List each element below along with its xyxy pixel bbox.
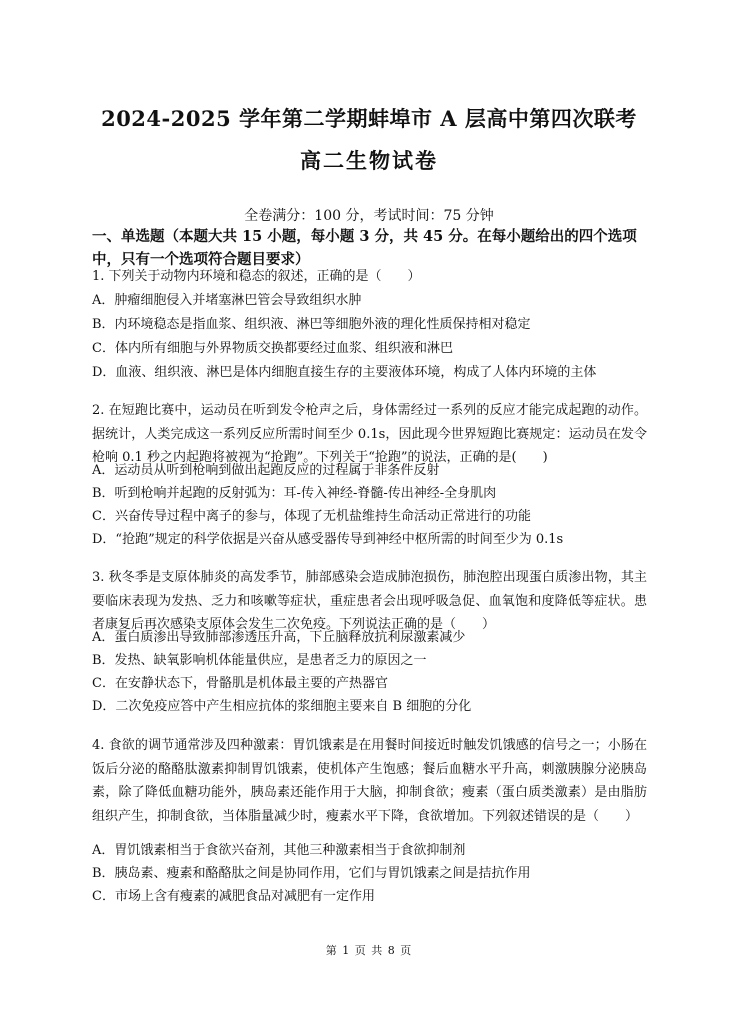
q1-option-c: C．体内所有细胞与外界物质交换都要经过血浆、组织液和淋巴: [92, 341, 453, 356]
q2-option-d: D．“抢跑”规定的科学依据是兴奋从感受器传导到神经中枢所需的时间至少为 0.1s: [92, 532, 564, 547]
section-heading: 一、单选题（本题大共 15 小题，每小题 3 分，共 45 分。在每小题给出的四个选项中，只有一个选项符合题目要求）: [92, 228, 637, 268]
q3-stem: 3. 秋冬季是支原体肺炎的高发季节，肺部感染会造成肺泡损伤，肺泡腔出现蛋白质渗出物，其主要临床表现为发热、乏力和咳嗽等症状，重症患者会出现呼吸急促、血氧饱和度降低等症状。患者康复后再次感染支原体会发生二次免疫。下列说法正确的是（ ）: [92, 570, 647, 632]
q1-option-d: D．血液、组织液、淋巴是体内细胞直接生存的主要液体环境，构成了人体内环境的主体: [92, 365, 597, 380]
exam-title: 2024-2025 学年第二学期蚌埠市 A 层高中第四次联考: [101, 106, 637, 131]
q2-option-b: B．听到枪响并起跑的反射弧为：耳-传入神经-脊髓-传出神经-全身肌肉: [92, 486, 497, 501]
exam-meta: 全卷满分：100 分，考试时间：75 分钟: [244, 208, 494, 224]
q3-option-d: D．二次免疫应答中产生相应抗体的浆细胞主要来自 B 细胞的分化: [92, 699, 472, 714]
q1-option-a: A．肿瘤细胞侵入并堵塞淋巴管会导致组织水肿: [92, 293, 362, 308]
q4-option-c: C．市场上含有瘦素的减肥食品对减肥有一定作用: [92, 889, 375, 904]
q4-option-a: A．胃饥饿素相当于食欲兴奋剂，其他三种激素相当于食欲抑制剂: [92, 843, 466, 858]
q1-option-b: B．内环境稳态是指血浆、组织液、淋巴等细胞外液的理化性质保持相对稳定: [92, 317, 531, 332]
q2-stem: 2. 在短跑比赛中，运动员在听到发令枪声之后，身体需经过一系列的反应才能完成起跑的动作。据统计，人类完成这一系列反应所需时间至少 0.1s，因此现今世界短跑比赛规定：运动员在发令枪响 0.1 秒之内起跑将被视为“抢跑”。下列关于“抢跑”的说法，正确的是( ): [92, 403, 647, 465]
q4-stem: 4. 食欲的调节通常涉及四种激素：胃饥饿素是在用餐时间接近时触发饥饿感的信号之一；小肠在饭后分泌的酪酪肽激素抑制胃饥饿素，使机体产生饱感；餐后血糖水平升高，刺激胰腺分泌胰岛素，除了降低血糖功能外，胰岛素还能作用于大脑，抑制食欲；瘦素（蛋白质类激素）是由脂肪组织产生，抑制食欲，当体脂量减少时，瘦素水平下降，食欲增加。下列叙述错误的是（ ）: [92, 738, 647, 824]
q1-stem: 1. 下列关于动物内环境和稳态的叙述，正确的是（ ）: [92, 269, 421, 284]
q3-option-a: A．蛋白质渗出导致肺部渗透压升高，下丘脑释放抗利尿激素减少: [92, 630, 466, 645]
page-number: 第 1 页 共 8 页: [325, 944, 413, 957]
exam-subtitle: 高二生物试卷: [300, 148, 438, 173]
q2-option-c: C．兴奋传导过程中离子的参与，体现了无机盐维持生命活动正常进行的功能: [92, 509, 531, 524]
q2-option-a: A．运动员从听到枪响到做出起跑反应的过程属于非条件反射: [92, 463, 440, 478]
q3-option-c: C．在安静状态下，骨骼肌是机体最主要的产热器官: [92, 676, 388, 691]
q4-option-b: B．胰岛素、瘦素和酪酪肽之间是协同作用，它们与胃饥饿素之间是拮抗作用: [92, 866, 531, 881]
q3-option-b: B．发热、缺氧影响机体能量供应，是患者乏力的原因之一: [92, 653, 427, 668]
